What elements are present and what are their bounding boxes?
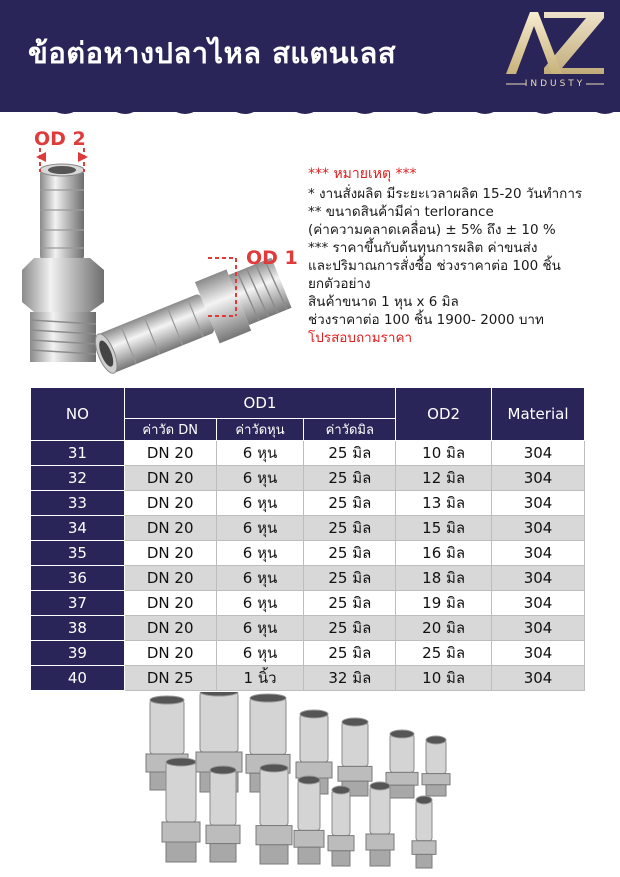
fitting-shape xyxy=(298,847,320,864)
fitting-shape xyxy=(300,710,328,718)
fitting-shape xyxy=(250,698,286,754)
fitting-shape xyxy=(210,844,236,862)
cell-dn: DN 25 xyxy=(124,666,216,691)
cell-dn: DN 20 xyxy=(124,641,216,666)
note-line: สินค้าขนาด 1 หุน x 6 มิล xyxy=(308,294,459,310)
fitting-shape xyxy=(416,800,432,841)
table-row xyxy=(31,616,585,641)
cell-hun: 6 หุน xyxy=(216,516,304,541)
cell-hun: 1 นิ้ว xyxy=(216,666,304,691)
cell-od2: 18 มิล xyxy=(396,566,492,591)
fitting-shape xyxy=(250,694,286,702)
cell-material: 304 xyxy=(492,441,585,466)
price-inquiry-note: โปรสอบถามราคา xyxy=(308,330,413,346)
sub-mil-header: ค่าวัดมิล xyxy=(304,419,396,441)
cell-mil: 25 มิล xyxy=(304,516,396,541)
fitting-shape xyxy=(390,785,414,798)
cell-od2: 13 มิล xyxy=(396,491,492,516)
note-line: ยกตัวอย่าง xyxy=(308,276,371,292)
page-title: ข้อต่อหางปลาไหล สแตนเลส xyxy=(28,36,397,70)
fitting-shape xyxy=(338,766,372,781)
cell-material: 304 xyxy=(492,516,585,541)
table-row xyxy=(31,666,585,691)
fitting-shape xyxy=(390,730,414,738)
note-line: ช่วงราคาต่อ 100 ชิ้น 1900- 2000 บาท xyxy=(308,312,544,328)
fitting-shape xyxy=(332,851,350,866)
fitting-shape xyxy=(150,696,184,704)
fitting-shape xyxy=(200,692,238,752)
fitting-shape xyxy=(166,758,196,766)
cell-material: 304 xyxy=(492,541,585,566)
fitting-shape xyxy=(166,842,196,862)
cell-material: 304 xyxy=(492,616,585,641)
table-row xyxy=(31,566,585,591)
cell-mil: 25 มิล xyxy=(304,441,396,466)
cell-dn: DN 20 xyxy=(124,491,216,516)
cell-od2: 16 มิล xyxy=(396,541,492,566)
cell-no: 37 xyxy=(31,591,125,616)
fitting-shape xyxy=(300,714,328,762)
cell-mil: 32 มิล xyxy=(304,666,396,691)
fitting-shape xyxy=(370,782,390,790)
sub-hun-header: ค่าวัดหุน xyxy=(216,419,304,441)
cell-dn: DN 20 xyxy=(124,466,216,491)
notes-title: *** หมายเหตุ *** xyxy=(308,166,417,182)
fitting-shape xyxy=(206,825,240,843)
fitting-shape xyxy=(386,772,418,785)
table-row xyxy=(31,441,585,466)
cell-od2: 19 มิล xyxy=(396,591,492,616)
fitting-shape xyxy=(342,718,368,726)
fitting-shape xyxy=(296,762,332,778)
cell-dn: DN 20 xyxy=(124,516,216,541)
cell-no: 36 xyxy=(31,566,125,591)
cell-hun: 6 หุน xyxy=(216,616,304,641)
fitting-shape xyxy=(256,826,292,845)
cell-material: 304 xyxy=(492,666,585,691)
cell-material: 304 xyxy=(492,466,585,491)
spec-table xyxy=(30,387,585,691)
cell-no: 40 xyxy=(31,666,125,691)
cell-mil: 25 มิล xyxy=(304,491,396,516)
cell-no: 33 xyxy=(31,491,125,516)
fitting-shape xyxy=(166,762,196,822)
od2-label: OD 2 xyxy=(34,128,86,150)
fitting-shape xyxy=(210,770,236,825)
cell-hun: 6 หุน xyxy=(216,441,304,466)
cell-no: 31 xyxy=(31,441,125,466)
fitting-shape xyxy=(416,796,432,804)
fitting-shape xyxy=(390,734,414,772)
fitting-shape xyxy=(412,841,436,855)
cell-mil: 25 มิล xyxy=(304,641,396,666)
cell-no: 38 xyxy=(31,616,125,641)
table-header-row xyxy=(31,388,585,419)
fitting-shape xyxy=(150,700,184,754)
table-row xyxy=(31,466,585,491)
cell-material: 304 xyxy=(492,491,585,516)
cell-mil: 25 มิล xyxy=(304,616,396,641)
col-od1-header: OD1 xyxy=(124,388,395,419)
table-row xyxy=(31,491,585,516)
cell-no: 39 xyxy=(31,641,125,666)
fitting-shape xyxy=(328,836,354,851)
fitting-shape xyxy=(426,736,446,744)
cell-od2: 15 มิล xyxy=(396,516,492,541)
fitting-shape xyxy=(298,776,320,784)
col-od2-header: OD2 xyxy=(396,388,492,441)
table-row xyxy=(31,641,585,666)
cell-dn: DN 20 xyxy=(124,541,216,566)
cell-od2: 12 มิล xyxy=(396,466,492,491)
cell-dn: DN 20 xyxy=(124,591,216,616)
fitting-shape xyxy=(210,766,236,774)
fitting-shape xyxy=(260,845,288,864)
fitting-shape xyxy=(162,822,200,842)
cell-od2: 20 มิล xyxy=(396,616,492,641)
fitting-shape xyxy=(332,790,350,836)
cell-mil: 25 มิล xyxy=(304,466,396,491)
note-line: * งานสั่งผลิต มีระยะเวลาผลิต 15-20 วันทำการ xyxy=(308,186,583,202)
cell-material: 304 xyxy=(492,591,585,616)
notes-block xyxy=(308,165,613,347)
fitting-shape xyxy=(370,850,390,866)
note-line: และปริมาณการสั่งซื้อ ช่วงราคาต่อ 100 ชิ้น xyxy=(308,258,561,274)
table-body xyxy=(31,441,585,691)
cell-no: 35 xyxy=(31,541,125,566)
fitting-shape xyxy=(260,764,288,772)
note-line: (ค่าความคลาดเคลื่อน) ± 5% ถึง ± 10 % xyxy=(308,222,556,238)
table-row xyxy=(31,516,585,541)
cell-hun: 6 หุน xyxy=(216,591,304,616)
cell-mil: 25 มิล xyxy=(304,566,396,591)
table-row xyxy=(31,591,585,616)
fitting-shape xyxy=(260,768,288,826)
cell-hun: 6 หุน xyxy=(216,466,304,491)
od1-label: OD 1 xyxy=(246,247,298,269)
fitting-shape xyxy=(426,785,446,796)
cell-hun: 6 หุน xyxy=(216,566,304,591)
cell-no: 32 xyxy=(31,466,125,491)
sub-dn-header: ค่าวัด DN xyxy=(124,419,216,441)
cell-material: 304 xyxy=(492,641,585,666)
fitting-shape xyxy=(416,854,432,868)
fitting-shape xyxy=(366,834,394,850)
logo-subtitle: INDUSTY xyxy=(524,79,586,89)
cell-dn: DN 20 xyxy=(124,566,216,591)
cell-hun: 6 หุน xyxy=(216,491,304,516)
cell-no: 34 xyxy=(31,516,125,541)
table-row xyxy=(31,541,585,566)
cell-mil: 25 มิล xyxy=(304,591,396,616)
fitting-shape xyxy=(370,786,390,834)
note-line: *** ราคาขึ้นกับต้นทุนการผลิต ค่าขนส่ง xyxy=(308,240,538,256)
cell-mil: 25 มิล xyxy=(304,541,396,566)
note-line: ** ขนาดสินค้ามีค่า terlorance xyxy=(308,204,494,220)
fitting-shape xyxy=(426,740,446,774)
fittings-group-photo xyxy=(120,692,460,874)
cell-dn: DN 20 xyxy=(124,616,216,641)
cell-hun: 6 หุน xyxy=(216,541,304,566)
fitting-shape xyxy=(298,780,320,830)
cell-material: 304 xyxy=(492,566,585,591)
cell-hun: 6 หุน xyxy=(216,641,304,666)
fitting-shape xyxy=(342,722,368,766)
cell-od2: 10 มิล xyxy=(396,441,492,466)
cell-od2: 10 มิล xyxy=(396,666,492,691)
fitting-shape xyxy=(294,830,324,847)
cell-od2: 25 มิล xyxy=(396,641,492,666)
cell-dn: DN 20 xyxy=(124,441,216,466)
col-no-header: NO xyxy=(31,388,125,441)
fitting-shape xyxy=(422,774,450,785)
fitting-shape xyxy=(332,786,350,794)
col-material-header: Material xyxy=(492,388,585,441)
